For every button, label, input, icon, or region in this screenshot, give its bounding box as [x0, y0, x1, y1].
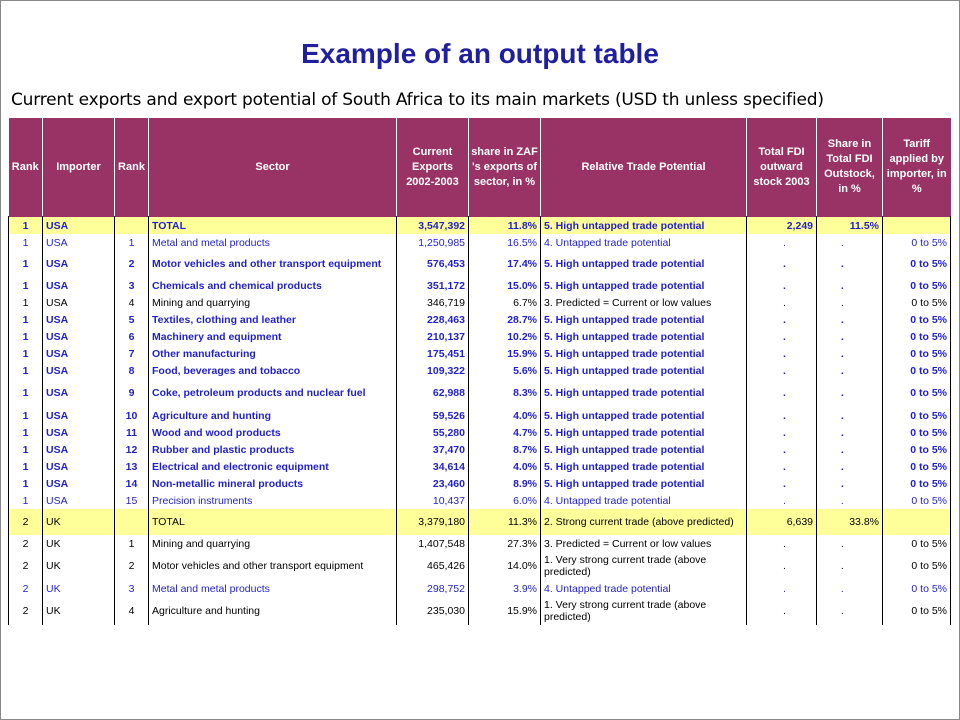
header-fdi-share: Share in Total FDI Outstock, in %: [817, 118, 883, 216]
fdi-stock-cell: . .: [747, 424, 817, 441]
sector-rank-cell: 15: [115, 492, 149, 509]
exports-cell: 235,030: [397, 597, 469, 625]
fdi-stock-cell: . .: [747, 441, 817, 458]
share-cell: 28.7%: [469, 311, 541, 328]
slide-title: Example of an output table: [301, 38, 659, 69]
exports-cell: 62,988: [397, 379, 469, 407]
table-row: [9, 294, 951, 311]
header-fdi-stock: Total FDI outward stock 2003: [747, 118, 817, 216]
sector-cell: Chemicals and chemical products: [149, 277, 397, 294]
sector-rank-cell: 2: [115, 251, 149, 277]
rank-cell: 1: [9, 362, 43, 379]
sector-rank-cell: 5: [115, 311, 149, 328]
table-row: [9, 362, 951, 379]
exports-cell: 1,407,548: [397, 535, 469, 552]
share-cell: 5.6%: [469, 362, 541, 379]
sector-rank-cell: 1: [115, 234, 149, 251]
table-body: [9, 216, 951, 625]
fdi-stock-cell: . .: [747, 234, 817, 251]
share-cell: 8.3%: [469, 379, 541, 407]
importer-cell: USA: [43, 379, 115, 407]
sector-cell: Agriculture and hunting: [149, 597, 397, 625]
sector-cell: Metal and metal products: [149, 234, 397, 251]
trade-potential-cell: 5. High untapped trade potential: [541, 217, 747, 234]
fdi-stock-cell: . .: [747, 277, 817, 294]
fdi-stock-cell: . .: [747, 552, 817, 580]
importer-cell: USA: [43, 328, 115, 345]
table-row: [9, 234, 951, 251]
tariff-cell: 0 to 5%: [883, 535, 951, 552]
importer-cell: USA: [43, 441, 115, 458]
table-subtitle: Current exports and export potential of South Africa to its main markets (USD th unless specified): [11, 90, 824, 110]
rank-cell: 1: [9, 458, 43, 475]
fdi-stock-cell: . .: [747, 492, 817, 509]
sector-rank-cell: 11: [115, 424, 149, 441]
trade-potential-cell: 5. High untapped trade potential: [541, 328, 747, 345]
rank-cell: 1: [9, 234, 43, 251]
importer-cell: UK: [43, 509, 115, 535]
exports-cell: 55,280: [397, 424, 469, 441]
sector-cell: TOTAL: [149, 509, 397, 535]
header-current-exports: Current Exports 2002-2003: [397, 118, 469, 216]
trade-potential-cell: 1. Very strong current trade (above predicted): [541, 597, 747, 625]
sector-rank-cell: 4: [115, 597, 149, 625]
sector-cell: Precision instruments: [149, 492, 397, 509]
sector-rank-cell: 8: [115, 362, 149, 379]
trade-potential-cell: 5. High untapped trade potential: [541, 251, 747, 277]
tariff-cell: 0 to 5%: [883, 580, 951, 597]
rank-cell: 2: [9, 552, 43, 580]
rank-cell: 1: [9, 328, 43, 345]
fdi-stock-cell: . .: [747, 294, 817, 311]
table-row: [9, 407, 951, 424]
importer-cell: USA: [43, 475, 115, 492]
tariff-cell: 0 to 5%: [883, 328, 951, 345]
share-cell: 11.8%: [469, 217, 541, 234]
sector-rank-cell: 13: [115, 458, 149, 475]
rank-cell: 2: [9, 509, 43, 535]
rank-cell: 1: [9, 492, 43, 509]
fdi-stock-cell: . .: [747, 311, 817, 328]
sector-cell: Coke, petroleum products and nuclear fuel: [149, 379, 397, 407]
importer-cell: USA: [43, 407, 115, 424]
rank-cell: 1: [9, 251, 43, 277]
importer-cell: UK: [43, 580, 115, 597]
rank-cell: 1: [9, 294, 43, 311]
fdi-stock-cell: . .: [747, 475, 817, 492]
exports-cell: 10,437: [397, 492, 469, 509]
share-cell: 4.0%: [469, 407, 541, 424]
sector-rank-cell: 7: [115, 345, 149, 362]
importer-cell: UK: [43, 597, 115, 625]
exports-cell: 34,614: [397, 458, 469, 475]
rank-cell: 1: [9, 345, 43, 362]
tariff-cell: 0 to 5%: [883, 379, 951, 407]
rank-cell: 1: [9, 475, 43, 492]
fdi-share-cell: 11.5%: [817, 217, 883, 234]
importer-cell: UK: [43, 552, 115, 580]
sector-rank-cell: 1: [115, 535, 149, 552]
tariff-cell: 0 to 5%: [883, 458, 951, 475]
sector-cell: Textiles, clothing and leather: [149, 311, 397, 328]
rank-cell: 2: [9, 535, 43, 552]
rank-cell: 1: [9, 217, 43, 234]
trade-potential-cell: 5. High untapped trade potential: [541, 441, 747, 458]
trade-potential-cell: 5. High untapped trade potential: [541, 475, 747, 492]
sector-cell: Motor vehicles and other transport equipment: [149, 552, 397, 580]
sector-cell: Rubber and plastic products: [149, 441, 397, 458]
importer-cell: USA: [43, 492, 115, 509]
rank-cell: 1: [9, 424, 43, 441]
tariff-cell: [883, 217, 951, 234]
trade-potential-cell: 5. High untapped trade potential: [541, 362, 747, 379]
exports-cell: 465,426: [397, 552, 469, 580]
exports-cell: 228,463: [397, 311, 469, 328]
trade-potential-cell: 3. Predicted = Current or low values: [541, 294, 747, 311]
fdi-stock-cell: . .: [747, 535, 817, 552]
rank-cell: 2: [9, 580, 43, 597]
fdi-stock-cell: . .: [747, 597, 817, 625]
exports-cell: 3,547,392: [397, 217, 469, 234]
header-importer: Importer: [43, 118, 115, 216]
fdi-stock-cell: . .: [747, 458, 817, 475]
table-row: [9, 311, 951, 328]
fdi-stock-cell: . .: [747, 407, 817, 424]
table-row: [9, 535, 951, 552]
share-cell: 15.9%: [469, 345, 541, 362]
table-header-row: [9, 118, 951, 216]
tariff-cell: 0 to 5%: [883, 234, 951, 251]
table-row: [9, 597, 951, 625]
sector-cell: Electrical and electronic equipment: [149, 458, 397, 475]
sector-cell: Machinery and equipment: [149, 328, 397, 345]
fdi-share-cell: 33.8%: [817, 509, 883, 535]
trade-potential-cell: 5. High untapped trade potential: [541, 379, 747, 407]
header-sector-rank: Rank: [115, 118, 149, 216]
share-cell: 6.7%: [469, 294, 541, 311]
table-row: [9, 492, 951, 509]
exports-cell: 1,250,985: [397, 234, 469, 251]
importer-cell: USA: [43, 345, 115, 362]
sector-rank-cell: 4: [115, 294, 149, 311]
sector-cell: Mining and quarrying: [149, 294, 397, 311]
tariff-cell: 0 to 5%: [883, 294, 951, 311]
fdi-stock-cell: . .: [747, 379, 817, 407]
sector-rank-cell: 3: [115, 580, 149, 597]
fdi-stock-cell: . .: [747, 345, 817, 362]
tariff-cell: 0 to 5%: [883, 277, 951, 294]
tariff-cell: 0 to 5%: [883, 597, 951, 625]
exports-cell: 109,322: [397, 362, 469, 379]
table-row: [9, 552, 951, 580]
fdi-stock-cell: . .: [747, 251, 817, 277]
share-cell: 3.9%: [469, 580, 541, 597]
rank-cell: 1: [9, 441, 43, 458]
tariff-cell: 0 to 5%: [883, 475, 951, 492]
tariff-cell: 0 to 5%: [883, 424, 951, 441]
header-share: share in ZAF 's exports of sector, in %: [469, 118, 541, 216]
tariff-cell: 0 to 5%: [883, 441, 951, 458]
exports-cell: 37,470: [397, 441, 469, 458]
fdi-stock-cell: 2,249: [747, 217, 817, 234]
exports-cell: 298,752: [397, 580, 469, 597]
fdi-stock-cell: 6,639: [747, 509, 817, 535]
rank-cell: 1: [9, 311, 43, 328]
output-table: [8, 118, 951, 625]
rank-cell: 1: [9, 407, 43, 424]
importer-cell: USA: [43, 277, 115, 294]
trade-potential-cell: 4. Untapped trade potential: [541, 580, 747, 597]
importer-cell: USA: [43, 311, 115, 328]
trade-potential-cell: 1. Very strong current trade (above predicted): [541, 552, 747, 580]
exports-cell: 576,453: [397, 251, 469, 277]
fdi-stock-cell: . .: [747, 328, 817, 345]
sector-cell: Agriculture and hunting: [149, 407, 397, 424]
table-total-row: [9, 509, 951, 535]
share-cell: 17.4%: [469, 251, 541, 277]
share-cell: 8.9%: [469, 475, 541, 492]
table-row: [9, 328, 951, 345]
share-cell: 11.3%: [469, 509, 541, 535]
share-cell: 15.9%: [469, 597, 541, 625]
exports-cell: 351,172: [397, 277, 469, 294]
fdi-stock-cell: . .: [747, 580, 817, 597]
header-relative-trade-potential: Relative Trade Potential: [541, 118, 747, 216]
table-row: [9, 277, 951, 294]
table-row: [9, 458, 951, 475]
header-tariff: Tariff applied by importer, in %: [883, 118, 951, 216]
table-total-row: [9, 217, 951, 234]
trade-potential-cell: 5. High untapped trade potential: [541, 458, 747, 475]
importer-cell: USA: [43, 362, 115, 379]
sector-cell: Mining and quarrying: [149, 535, 397, 552]
trade-potential-cell: 3. Predicted = Current or low values: [541, 535, 747, 552]
sector-rank-cell: [115, 509, 149, 535]
tariff-cell: 0 to 5%: [883, 552, 951, 580]
sector-cell: Other manufacturing: [149, 345, 397, 362]
importer-cell: USA: [43, 294, 115, 311]
trade-potential-cell: 5. High untapped trade potential: [541, 424, 747, 441]
share-cell: 8.7%: [469, 441, 541, 458]
tariff-cell: 0 to 5%: [883, 362, 951, 379]
exports-cell: 175,451: [397, 345, 469, 362]
sector-cell: Motor vehicles and other transport equipment: [149, 251, 397, 277]
sector-cell: Metal and metal products: [149, 580, 397, 597]
rank-cell: 2: [9, 597, 43, 625]
table-row: [9, 424, 951, 441]
header-rank: Rank: [9, 118, 43, 216]
trade-potential-cell: 5. High untapped trade potential: [541, 277, 747, 294]
table-row: [9, 379, 951, 407]
table-row: [9, 441, 951, 458]
sector-rank-cell: 3: [115, 277, 149, 294]
share-cell: 16.5%: [469, 234, 541, 251]
importer-cell: UK: [43, 535, 115, 552]
share-cell: 10.2%: [469, 328, 541, 345]
trade-potential-cell: 5. High untapped trade potential: [541, 311, 747, 328]
trade-potential-cell: 2. Strong current trade (above predicted): [541, 509, 747, 535]
table-row: [9, 251, 951, 277]
exports-cell: 346,719: [397, 294, 469, 311]
sector-rank-cell: 10: [115, 407, 149, 424]
table-row: [9, 475, 951, 492]
share-cell: 27.3%: [469, 535, 541, 552]
tariff-cell: 0 to 5%: [883, 345, 951, 362]
tariff-cell: 0 to 5%: [883, 407, 951, 424]
exports-cell: 59,526: [397, 407, 469, 424]
sector-cell: TOTAL: [149, 217, 397, 234]
rank-cell: 1: [9, 379, 43, 407]
sector-rank-cell: 14: [115, 475, 149, 492]
share-cell: 4.7%: [469, 424, 541, 441]
importer-cell: USA: [43, 458, 115, 475]
share-cell: 15.0%: [469, 277, 541, 294]
tariff-cell: 0 to 5%: [883, 311, 951, 328]
sector-cell: Wood and wood products: [149, 424, 397, 441]
share-cell: 14.0%: [469, 552, 541, 580]
fdi-stock-cell: . .: [747, 362, 817, 379]
share-cell: 6.0%: [469, 492, 541, 509]
exports-cell: 210,137: [397, 328, 469, 345]
sector-rank-cell: [115, 217, 149, 234]
share-cell: 4.0%: [469, 458, 541, 475]
sector-rank-cell: 6: [115, 328, 149, 345]
importer-cell: USA: [43, 234, 115, 251]
sector-cell: Food, beverages and tobacco: [149, 362, 397, 379]
header-sector: Sector: [149, 118, 397, 216]
exports-cell: 23,460: [397, 475, 469, 492]
table-row: [9, 580, 951, 597]
sector-rank-cell: 2: [115, 552, 149, 580]
importer-cell: USA: [43, 217, 115, 234]
trade-potential-cell: 5. High untapped trade potential: [541, 407, 747, 424]
table-row: [9, 345, 951, 362]
exports-cell: 3,379,180: [397, 509, 469, 535]
importer-cell: USA: [43, 251, 115, 277]
trade-potential-cell: 4. Untapped trade potential: [541, 234, 747, 251]
importer-cell: USA: [43, 424, 115, 441]
trade-potential-cell: 4. Untapped trade potential: [541, 492, 747, 509]
tariff-cell: 0 to 5%: [883, 251, 951, 277]
sector-cell: Non-metallic mineral products: [149, 475, 397, 492]
rank-cell: 1: [9, 277, 43, 294]
tariff-cell: [883, 509, 951, 535]
tariff-cell: 0 to 5%: [883, 492, 951, 509]
sector-rank-cell: 9: [115, 379, 149, 407]
sector-rank-cell: 12: [115, 441, 149, 458]
trade-potential-cell: 5. High untapped trade potential: [541, 345, 747, 362]
